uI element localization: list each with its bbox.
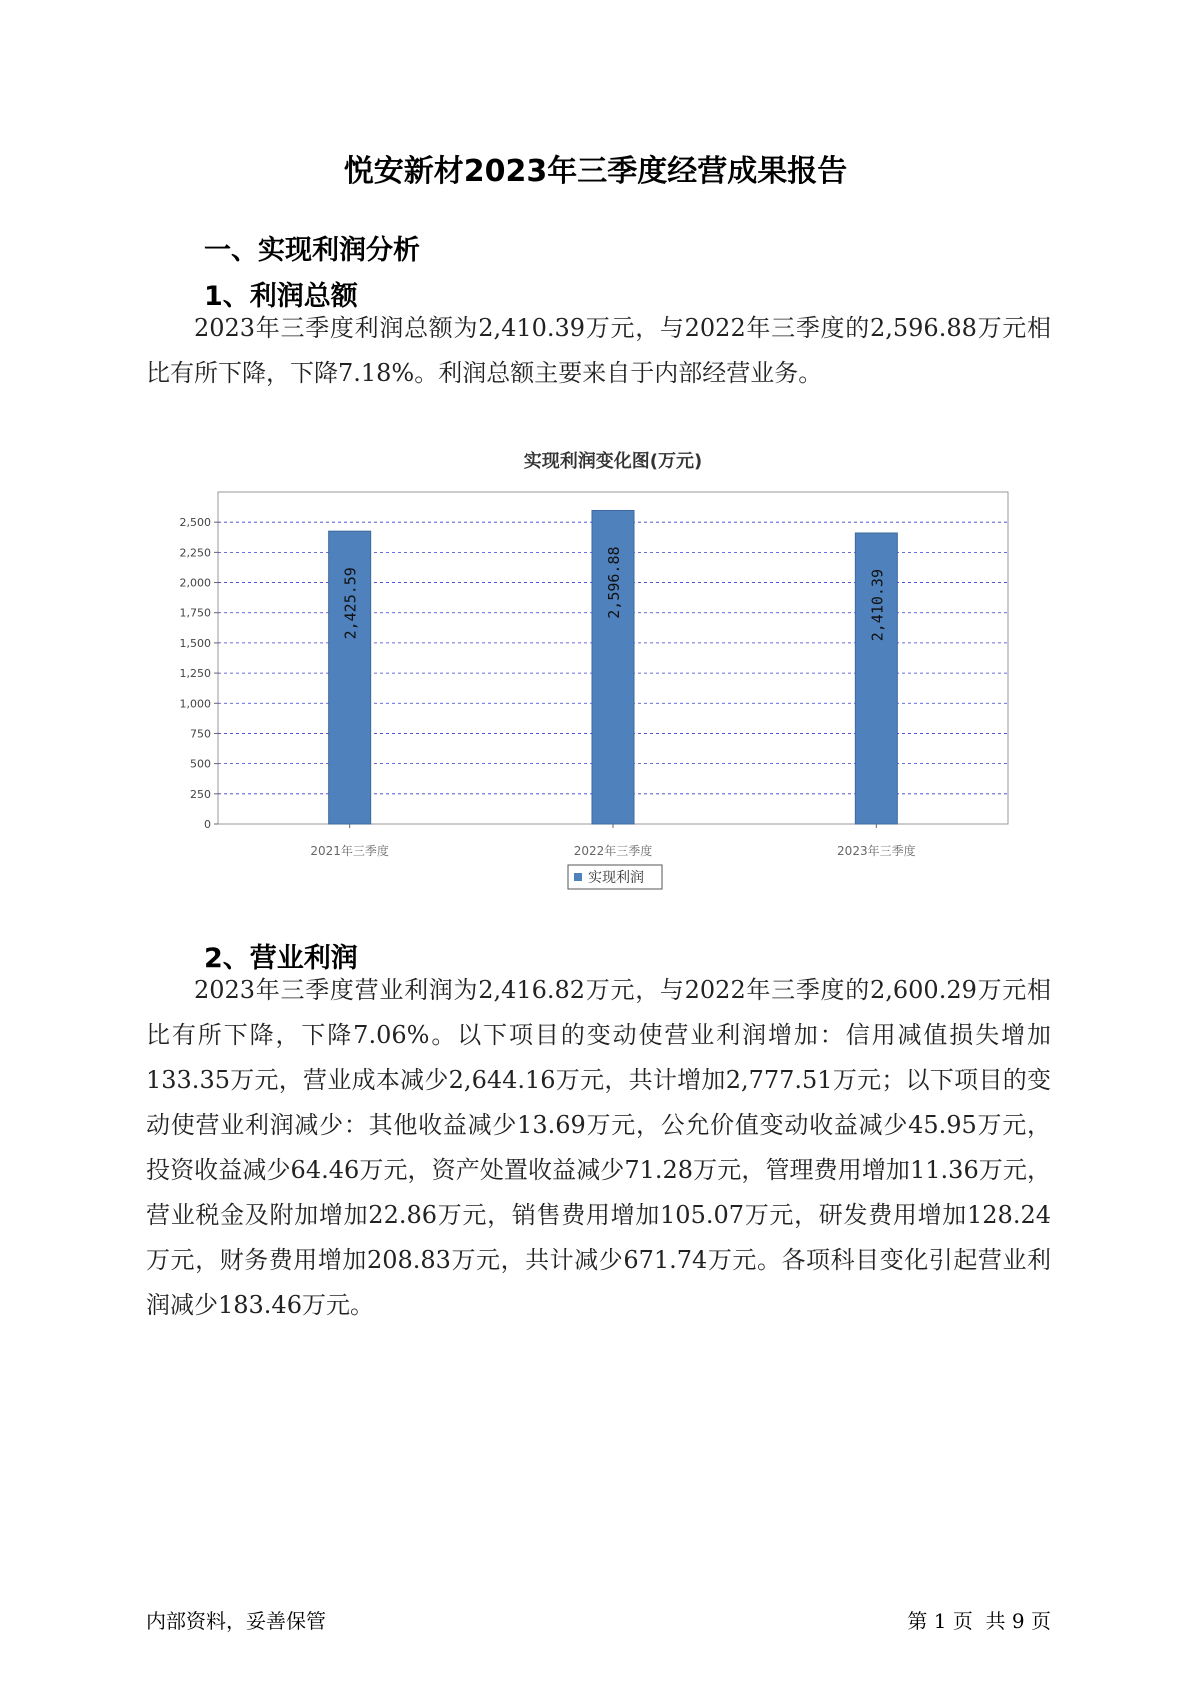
legend-label: 实现利润 [588, 870, 644, 886]
x-tick-label: 2021年三季度 [310, 844, 389, 858]
x-tick-label: 2022年三季度 [573, 844, 653, 858]
report-title: 悦安新材2023年三季度经营成果报告 [343, 154, 848, 189]
x-tick-label: 2023年三季度 [837, 844, 916, 858]
bar-data-label: 2,410.39 [868, 569, 887, 642]
y-tick-label: 1,500 [179, 636, 211, 650]
profit-bar-chart [146, 440, 1051, 900]
y-tick-label: 2,500 [179, 516, 211, 530]
y-tick-label: 0 [204, 818, 211, 831]
paragraph-operating-profit: 2023年三季度营业利润为2,416.82万元，与2022年三季度的2,600.29万元相比有所下降，下降7.06%。以下项目的变动使营业利润增加：信用减值损失增加133.35万元，营业成本减少2,644.16万元，共计增加2,777.51万元；以下项目的变动使营业利润减少：其他收益减少13.69万元，公允价值变动收益减少45.95万元，投资收益减少64.46万元，资产处置收益减少71.28万元，管理费用增加11.36万元，营业税金及附加增加22.86万元，销售费用增加105.07万元，研发费用增加128.24万元，财务费用增加208.83万元，共计减少671.74万元。各项科目变化引起营业利润减少183.46万元。 [146, 976, 1051, 1319]
y-tick-label: 1,250 [179, 667, 211, 681]
bar-data-label: 2,596.88 [605, 546, 623, 619]
bar-data-label: 2,425.59 [341, 567, 360, 640]
legend-swatch [574, 873, 582, 881]
paragraph-total-profit: 2023年三季度利润总额为2,410.39万元，与2022年三季度的2,596.88万元相比有所下降，下降7.18%。利润总额主要来自于内部经营业务。 [146, 314, 1051, 387]
footer-page-number: 第 1 页 共 9 页 [907, 1609, 1051, 1633]
footer-confidential-note: 内部资料，妥善保管 [146, 1609, 326, 1633]
profit-chart [146, 440, 1051, 900]
y-tick-label: 1,000 [179, 697, 211, 711]
y-tick-label: 750 [190, 727, 211, 741]
subsection-heading-total-profit: 1、利润总额 [204, 281, 358, 312]
y-tick-label: 1,750 [179, 606, 211, 620]
section-heading-profit-analysis: 一、实现利润分析 [204, 235, 420, 266]
chart-title: 实现利润变化图(万元) [523, 451, 703, 472]
y-tick-label: 2,000 [179, 576, 211, 590]
subsection-heading-operating-profit: 2、营业利润 [204, 943, 358, 974]
y-tick-label: 250 [190, 787, 211, 801]
y-tick-label: 500 [190, 757, 211, 771]
y-tick-label: 2,250 [179, 546, 211, 560]
